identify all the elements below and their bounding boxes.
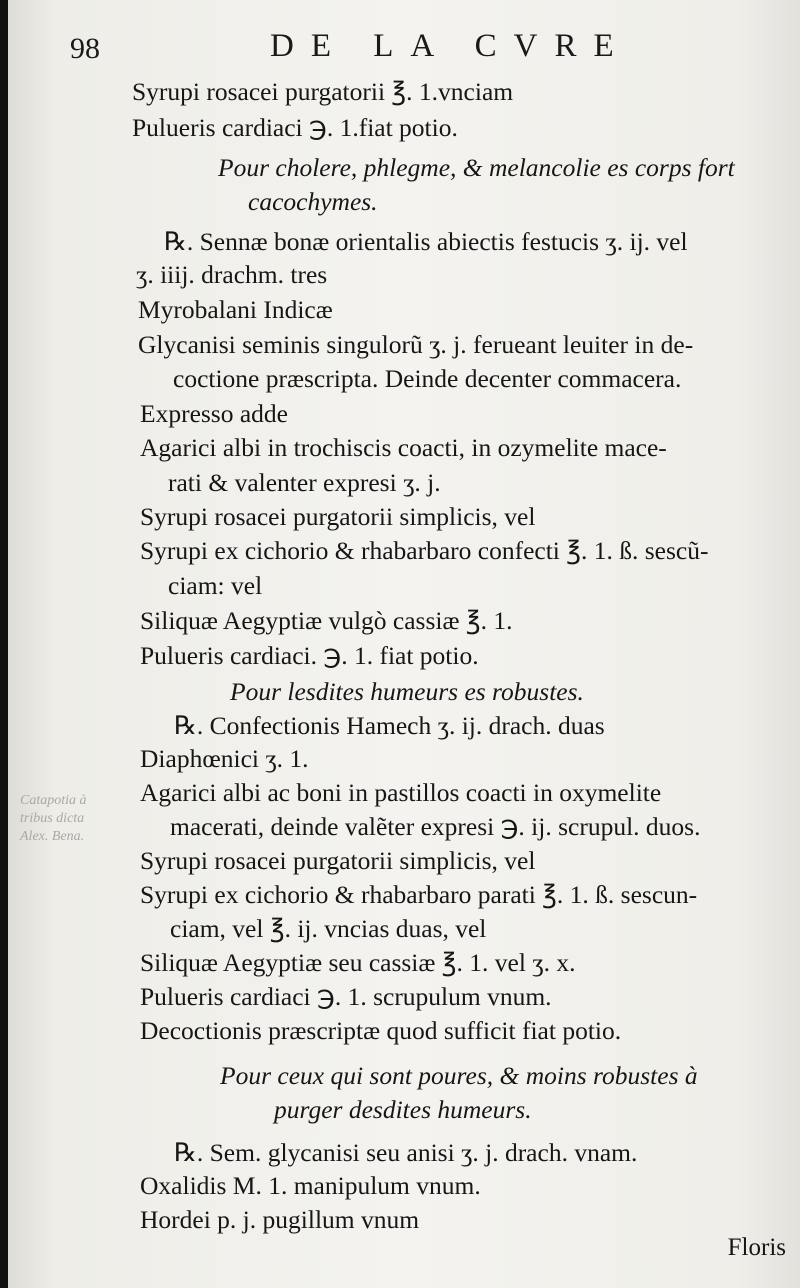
margin-note-line: Catapotia à [20, 793, 87, 808]
text-line: ℞. Confectionis Hamech ʒ. ij. drach. duas [174, 711, 605, 740]
text-line: Syrupi rosacei purgatorii ℥. 1.vnciam [132, 77, 514, 106]
section-heading: Pour ceux qui sont poures, & moins robustes à [220, 1061, 698, 1090]
catchword: Floris [727, 1234, 786, 1261]
section-heading: Pour cholere, phlegme, & melancolie es corps fort [218, 153, 735, 182]
text-line: Syrupi rosacei purgatorii simplicis, vel [140, 502, 536, 531]
text-line: Syrupi ex cichorio & rhabarbaro confecti ℥. 1. ß. sescũ- [140, 536, 709, 565]
margin-note [20, 792, 108, 846]
margin-note-line: Alex. Bena. [20, 829, 85, 844]
text-line: Myrobalani Indicæ [138, 295, 333, 324]
text-line: Syrupi rosacei purgatorii simplicis, vel [140, 846, 536, 875]
running-title: DE LA CVRE [270, 28, 631, 64]
text-line: ℞. Sem. glycanisi seu anisi ʒ. j. drach. vnam. [174, 1138, 638, 1167]
text-line: Hordei p. j. pugillum vnum [140, 1205, 420, 1234]
text-line: Oxalidis M. 1. manipulum vnum. [140, 1171, 481, 1200]
text-line: Decoctionis præscriptæ quod sufficit fiat potio. [140, 1016, 622, 1045]
text-line: Expresso adde [140, 399, 288, 428]
text-line: ʒ. iiij. drachm. tres [136, 260, 328, 289]
text-line: Pulueris cardiaci. ℈. 1. fiat potio. [140, 641, 479, 670]
text-line: Pulueris cardiaci ℈. 1.fiat potio. [132, 113, 458, 142]
section-heading: cacochymes. [248, 187, 378, 216]
text-line: Agarici albi in trochiscis coacti, in ozymelite mace- [140, 433, 667, 462]
text-line: coctione præscripta. Deinde decenter commacera. [173, 364, 682, 393]
text-line: ciam: vel [168, 571, 263, 600]
section-heading: purger desdites humeurs. [274, 1095, 532, 1124]
text-line: Syrupi ex cichorio & rhabarbaro parati ℥. 1. ß. sescun- [140, 880, 698, 909]
text-line: Diaphœnici ʒ. 1. [140, 744, 309, 773]
text-line: Glycanisi seminis singulorũ ʒ. j. ferueant leuiter in de- [138, 330, 694, 359]
section-heading: Pour lesdites humeurs es robustes. [230, 677, 584, 706]
margin-note-line: tribus dicta [20, 811, 85, 826]
text-line: ℞. Sennæ bonæ orientalis abiectis festucis ʒ. ij. vel [164, 227, 688, 256]
book-page [8, 0, 800, 1288]
text-line: ciam, vel ℥. ij. vncias duas, vel [170, 914, 487, 943]
text-line: Agarici albi ac boni in pastillos coacti in oxymelite [140, 778, 662, 807]
page-number: 98 [70, 32, 100, 65]
page-header [8, 28, 800, 68]
text-line: macerati, deinde valẽter expresi ℈. ij. scrupul. duos. [170, 812, 701, 841]
text-line: rati & valenter expresi ʒ. j. [168, 468, 441, 497]
text-line: Siliquæ Aegyptiæ vulgò cassiæ ℥. 1. [140, 606, 513, 635]
text-line: Siliquæ Aegyptiæ seu cassiæ ℥. 1. vel ʒ. x. [140, 948, 576, 977]
text-line: Pulueris cardiaci ℈. 1. scrupulum vnum. [140, 982, 552, 1011]
